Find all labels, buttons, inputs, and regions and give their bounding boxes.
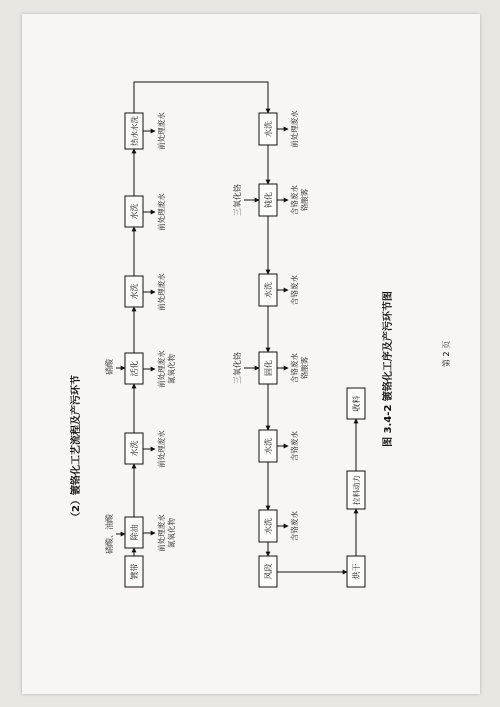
- rinse-4-output: 前处理废水: [290, 110, 299, 148]
- svg-text:除油: 除油: [130, 524, 139, 541]
- section-title: （2）镀铬化工艺流程及产污环节: [71, 375, 82, 522]
- svg-text:水洗: 水洗: [264, 121, 273, 137]
- process-box-coil-up: [347, 388, 365, 419]
- figure-caption: 图 3.4-2 镀铬化工序及产污环节图: [383, 291, 394, 447]
- svg-text:风段: 风段: [264, 563, 273, 580]
- svg-text:水洗: 水洗: [130, 283, 139, 300]
- process-box-chromate: [259, 184, 277, 216]
- svg-text:拉料动力: 拉料动力: [352, 475, 361, 505]
- activation-input-label: 硝酸: [105, 359, 114, 375]
- svg-text:钝化: 钝化: [264, 192, 273, 208]
- degrease-input-label: 硝酸、油酸: [105, 514, 114, 554]
- svg-text:收料: 收料: [352, 395, 361, 412]
- svg-text:水洗: 水洗: [264, 518, 273, 534]
- svg-text:热水水洗: 热水水洗: [130, 116, 139, 146]
- degrease-output-1: 前处理废水: [157, 514, 166, 552]
- page-number: 第 2 页: [442, 340, 451, 368]
- process-box-rinse-5: [259, 274, 277, 306]
- chromate-output-2: 铬酸雾: [300, 188, 309, 212]
- chromate-output-1: 含铬废水: [290, 185, 299, 215]
- rinse-3-output: 前处理废水: [157, 193, 166, 231]
- svg-text:镀带: 镀带: [130, 563, 139, 580]
- svg-text:水洗: 水洗: [264, 438, 273, 454]
- process-box-rinse-7: [259, 510, 277, 542]
- process-flow-diagram: [22, 14, 480, 694]
- process-box-rinse-4: [259, 113, 277, 145]
- process-box-rinse-6: [259, 430, 277, 462]
- process-box-hot-rinse: [125, 113, 143, 149]
- rinse-7-output: 含铬废水: [290, 511, 299, 541]
- solidify-output-1: 含铬废水: [290, 353, 299, 383]
- rinse-5-output: 含铬废水: [290, 275, 299, 305]
- svg-text:水洗: 水洗: [264, 282, 273, 298]
- svg-text:固化: 固化: [264, 360, 273, 376]
- activate-output-2: 氮氧化物: [167, 354, 176, 384]
- svg-text:活化: 活化: [130, 360, 139, 377]
- rinse-1-output: 前处理废水: [157, 430, 166, 468]
- process-box-air-knife: [259, 556, 277, 587]
- process-box-activate: [125, 353, 143, 384]
- process-box-degrease: [125, 517, 143, 548]
- process-box-rinse-2: [125, 276, 143, 307]
- rinse-6-output: 含铬废水: [290, 431, 299, 461]
- process-box-drive: [347, 471, 365, 509]
- activate-output-1: 前处理废水: [157, 350, 166, 388]
- svg-text:水洗: 水洗: [130, 440, 139, 457]
- solidify-output-2: 铬酸雾: [300, 356, 309, 380]
- process-box-rinse-1: [125, 433, 143, 464]
- hot-rinse-output: 前处理废水: [157, 112, 166, 150]
- degrease-output-2: 氮氧化物: [167, 518, 176, 548]
- process-box-dry: [347, 556, 365, 587]
- process-box-coil: [125, 556, 143, 587]
- process-box-rinse-3: [125, 196, 143, 227]
- document-page: [22, 14, 480, 694]
- chromate-input-label: 三氧化铬: [233, 184, 242, 216]
- svg-text:水洗: 水洗: [130, 203, 139, 220]
- process-box-solidify: [259, 352, 277, 384]
- rinse-2-output: 前处理废水: [157, 273, 166, 311]
- svg-text:烘干: 烘干: [352, 563, 361, 580]
- solidify-input-label: 三氧化铬: [233, 352, 242, 384]
